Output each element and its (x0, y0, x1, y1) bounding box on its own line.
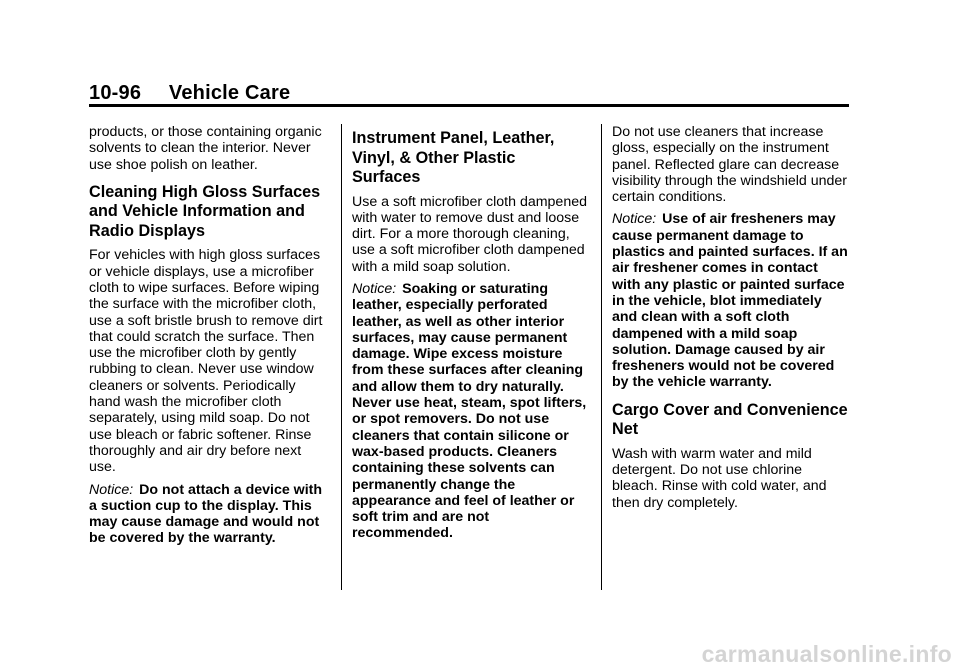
notice-label: Notice: (89, 481, 134, 498)
column-divider (601, 124, 602, 590)
header-rule (89, 104, 849, 107)
column-divider (341, 124, 342, 590)
paragraph: Use a soft microfiber cloth dampened with water to remove dust and loose dirt. For a more thorough cleaning, use a soft microfiber cloth dampened with a mild soap solution. (352, 193, 587, 275)
column-1 (89, 124, 325, 553)
page-number: 10-96 (89, 82, 142, 104)
notice-text: Soaking or saturating leather, especially perforated leather, as well as other interior surfaces, may cause permanent damage. Wipe excess moisture from these surfaces after cleaning and allow them to dry naturally. Never use heat, steam, spot lifters, or spot removers. Do not use cleaners that contain silicone or wax-based products. Cleaners containing these solvents can permanently change the appearance and feel of leather or soft trim and are not recommended. (352, 280, 587, 542)
heading-high-gloss: Cleaning High Gloss Surfaces and Vehicle Information and Radio Displays (89, 182, 321, 240)
watermark: carmanualsonline.info (701, 641, 952, 667)
notice-text: Use of air fresheners may cause permanent damage to plastics and painted surfaces. If an air freshener comes in contact with any plastic or painted surface in the vehicle, blot immediately and clean with a soft cloth dampened with a mild soap solution. Damage caused by air fresheners would not be covered by the vehicle warranty. (612, 211, 848, 391)
heading-instrument-panel: Instrument Panel, Leather, Vinyl, & Other Plastic Surfaces (352, 129, 555, 186)
page-header (89, 82, 290, 105)
notice-label: Notice: (612, 211, 657, 228)
column-3 (612, 124, 848, 517)
notice-block (612, 211, 848, 390)
notice-label: Notice: (352, 280, 397, 297)
paragraph: Wash with warm water and mild detergent. Do not use chlorine bleach. Rinse with cold water, and then dry completely. (612, 445, 827, 511)
column-2 (352, 124, 588, 548)
notice-block (352, 281, 588, 542)
paragraph: products, or those containing organic solvents to clean the interior. Never use shoe polish on leather. (89, 124, 322, 173)
paragraph: Do not use cleaners that increase gloss, especially on the instrument panel. Reflected glare can decrease visibility through the windshield under certain conditions. (612, 124, 848, 206)
heading-cargo-cover: Cargo Cover and Convenience Net (612, 400, 848, 439)
section-title: Vehicle Care (168, 82, 291, 104)
notice-block (89, 482, 325, 547)
notice-text: Do not attach a device with a suction cup to the display. This may cause damage and would not be covered by the warranty. (89, 481, 323, 547)
paragraph: For vehicles with high gloss surfaces or vehicle displays, use a microfiber cloth to wipe surfaces. Before wiping the surface with the microfiber cloth, use a soft bristle brush to remove dirt that could scratch the surface. Then use the microfiber cloth by gently rubbing to clean. Never use window cleaners or solvents. Periodically hand wash the microfiber cloth separately, using mild soap. Do not use bleach or fabric softener. Rinse thoroughly and air dry before next use. (89, 247, 323, 476)
